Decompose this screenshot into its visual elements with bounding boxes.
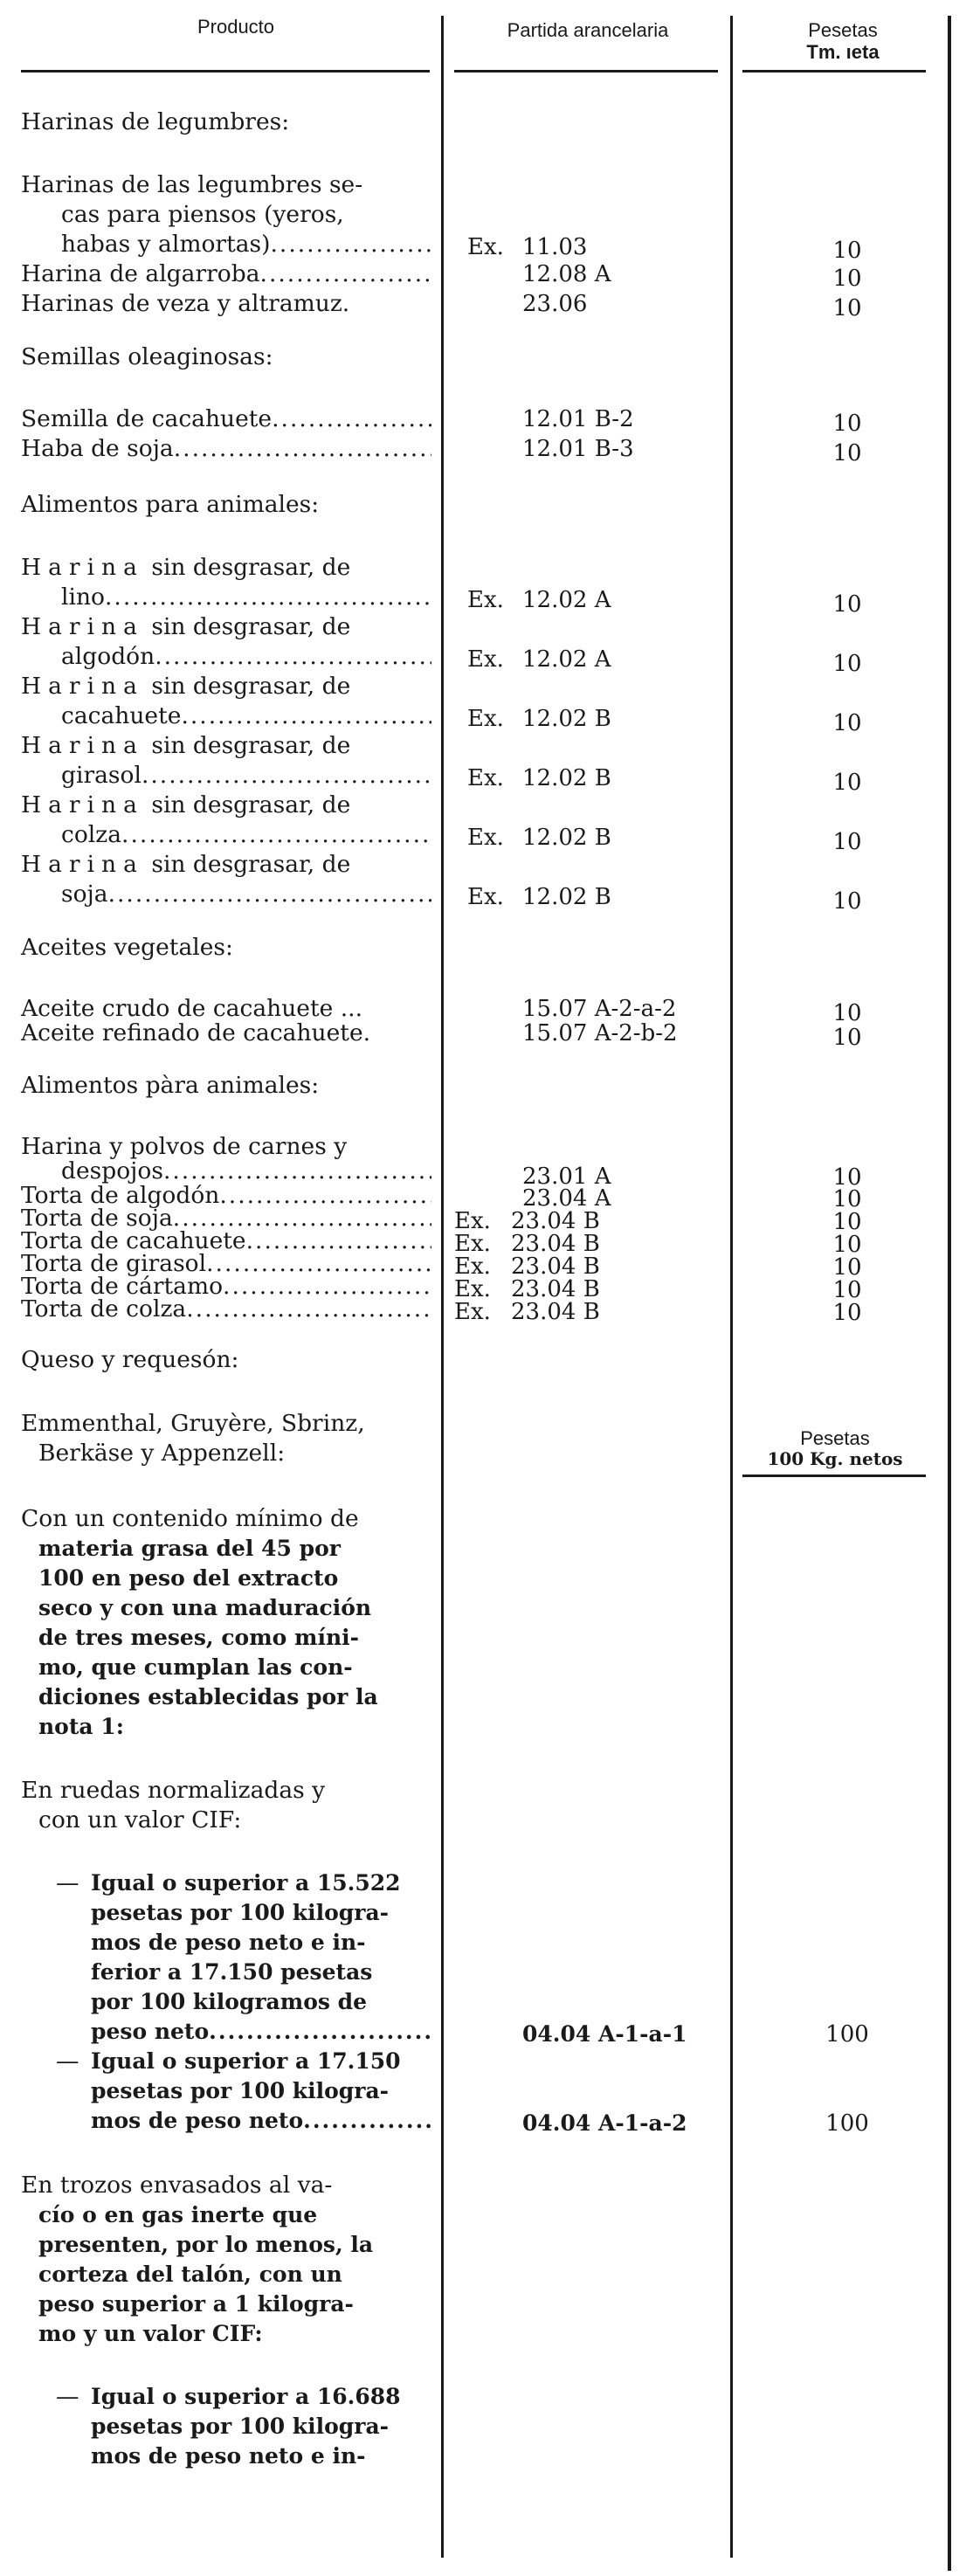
subheader-underline [742, 1474, 926, 1477]
header-underline-producto [21, 70, 430, 73]
tariff-code: 12.02 B [522, 884, 611, 910]
row-text [61, 230, 431, 259]
value-cell: 10 [832, 1300, 862, 1326]
leader-dots [108, 880, 431, 909]
leader-dots [303, 2106, 431, 2136]
row-text [21, 1295, 431, 1324]
dash-marker: — [56, 1869, 79, 1896]
harina-spaced: Harina [21, 791, 144, 818]
ex-marker: Ex. [467, 765, 504, 791]
value-cell: 10 [832, 1025, 862, 1051]
leader-dots [186, 1295, 431, 1324]
row-text [21, 672, 431, 701]
row-label: girasol [61, 762, 141, 789]
row-text: corteza del talón, con un [38, 2262, 342, 2287]
row-text: Harinas de veza y altramuz. [21, 290, 350, 317]
row-label: algodón [61, 643, 155, 670]
row-label: lino [61, 584, 105, 611]
dash-marker: — [56, 2048, 79, 2075]
tariff-code: 12.01 B-3 [522, 436, 634, 462]
section-heading: Semillas oleaginosas: [21, 343, 273, 370]
row-text: mos de peso neto e in- [91, 1930, 366, 1955]
leader-dots [181, 701, 431, 731]
value-cell: 10 [832, 295, 862, 321]
harina-spaced: Harina [21, 613, 144, 640]
row-text: materia grasa del 45 por [38, 1536, 341, 1561]
row-label: mos de peso neto [91, 2108, 304, 2133]
row-text [61, 583, 431, 612]
row-text: 100 en peso del extracto [38, 1565, 339, 1591]
header-underline-partida [454, 70, 718, 73]
leader-dots [174, 434, 431, 464]
row-text-rest: sin desgrasar, de [151, 554, 351, 581]
ex-marker: Ex. [454, 1299, 491, 1325]
row-text [21, 850, 431, 880]
row-text: Berkäse y Appenzell: [38, 1440, 286, 1467]
header-producto: Producto [197, 16, 275, 38]
row-label: Torta de soja [21, 1205, 173, 1232]
column-rule-middle [730, 16, 733, 2558]
tariff-code: 23.04 B [511, 1276, 600, 1302]
subheader-100kg-netos: 100 Kg. netos [767, 1448, 903, 1469]
section-heading: Harinas de legumbres: [21, 108, 290, 135]
row-text [61, 880, 431, 909]
value-cell: 100 [825, 2110, 869, 2137]
ex-marker: Ex. [467, 587, 504, 613]
value-cell: 10 [832, 888, 862, 915]
row-text-rest: sin desgrasar, de [151, 613, 351, 640]
row-text: En ruedas normalizadas y [21, 1777, 326, 1804]
row-text [21, 434, 431, 464]
row-label: soja [61, 881, 108, 908]
header-pesetas: Pesetas [808, 19, 878, 41]
row-text: de tres meses, como míni- [38, 1625, 360, 1650]
tariff-code: 12.02 A [522, 587, 611, 613]
row-text: nota 1: [38, 1714, 124, 1739]
row-text: Igual o superior a 17.150 [91, 2048, 401, 2074]
tariff-code: 12.02 B [522, 765, 611, 791]
row-text [91, 2017, 431, 2047]
row-text: mo y un valor CIF: [38, 2321, 263, 2346]
harina-spaced: Harina [21, 673, 144, 700]
row-label: habas y almortas) [61, 231, 271, 258]
ex-marker: Ex. [467, 884, 504, 910]
section-heading: Queso y requesón: [21, 1346, 239, 1373]
header-partida: Partida arancelaria [507, 19, 669, 41]
row-text-rest: sin desgrasar, de [151, 791, 351, 818]
row-label: Torta de cártamo [21, 1273, 224, 1300]
tariff-code: 15.07 A-2-a-2 [522, 996, 677, 1022]
ex-marker: Ex. [454, 1253, 491, 1280]
row-text [91, 2106, 431, 2136]
row-text [61, 642, 431, 672]
row-text: mos de peso neto e in- [91, 2443, 366, 2469]
row-label: peso neto [91, 2019, 210, 2044]
row-text: Aceite crudo de cacahuete ... [21, 995, 363, 1022]
row-text: Harina y polvos de carnes y [21, 1133, 348, 1160]
row-label: cacahuete [61, 702, 182, 729]
ex-marker: Ex. [454, 1231, 491, 1257]
row-label: despojos [61, 1157, 163, 1184]
row-label: colza [61, 821, 122, 848]
column-rule-right [948, 16, 951, 2571]
value-cell: 10 [832, 591, 862, 618]
tariff-code: 11.03 [522, 234, 588, 260]
row-text: Igual o superior a 16.688 [91, 2384, 401, 2409]
row-text: con un valor CIF: [38, 1806, 242, 1834]
value-cell: 10 [832, 710, 862, 736]
row-text-rest: sin desgrasar, de [151, 851, 351, 878]
row-text [61, 701, 431, 731]
row-text: cío o en gas inerte que [38, 2202, 318, 2227]
leader-dots [270, 230, 431, 259]
tariff-code: 23.04 A [522, 1185, 611, 1212]
value-cell: 100 [825, 2021, 869, 2048]
row-text: por 100 kilogramos de [91, 1989, 368, 2014]
header-tm-neta: Tm. ıeta [806, 41, 880, 63]
ex-marker: Ex. [454, 1208, 491, 1234]
row-label: Haba de soja [21, 435, 174, 462]
tariff-code: 12.08 A [522, 261, 611, 287]
tariff-code: 23.04 B [511, 1208, 600, 1234]
row-text: En trozos envasados al va- [21, 2172, 333, 2199]
value-cell: 10 [832, 1277, 862, 1303]
harina-spaced: Harina [21, 732, 144, 759]
row-text: presenten, por lo menos, la [38, 2232, 374, 2257]
row-text-rest: sin desgrasar, de [151, 732, 351, 759]
leader-dots [272, 404, 431, 434]
subheader-pesetas: Pesetas [800, 1427, 870, 1449]
row-text: Igual o superior a 15.522 [91, 1870, 401, 1896]
row-text: Emmenthal, Gruyère, Sbrinz, [21, 1410, 365, 1437]
row-label: Semilla de cacahuete [21, 405, 273, 432]
tariff-code: 12.02 B [522, 825, 611, 851]
tariff-code: 15.07 A-2-b-2 [522, 1020, 678, 1046]
harina-spaced: Harina [21, 554, 144, 581]
row-text: peso superior a 1 kilogra- [38, 2291, 354, 2317]
section-heading: Alimentos para animales: [21, 491, 320, 518]
harina-spaced: Harina [21, 851, 144, 878]
tariff-code: 12.01 B-2 [522, 406, 634, 432]
row-text: mo, que cumplan las con- [38, 1654, 353, 1680]
row-label: Torta de cacahuete [21, 1227, 246, 1254]
row-text [21, 731, 431, 761]
row-text: Harinas de las legumbres se- [21, 171, 363, 198]
tariff-code: 23.04 B [511, 1253, 600, 1280]
value-cell: 10 [832, 1186, 862, 1212]
row-text [21, 791, 431, 820]
row-text [61, 761, 431, 791]
tariff-code: 04.04 A-1-a-1 [522, 2021, 687, 2047]
column-rule-left [441, 16, 444, 2558]
section-heading: Alimentos pàra animales: [21, 1072, 320, 1099]
value-cell: 10 [832, 1254, 862, 1281]
value-cell: 10 [832, 411, 862, 437]
row-text: pesetas por 100 kilogra- [91, 1900, 390, 1925]
row-text: pesetas por 100 kilogra- [91, 2078, 390, 2103]
ex-marker: Ex. [467, 825, 504, 851]
row-text: ferior a 17.150 pesetas [91, 1959, 373, 1985]
value-cell: 10 [832, 266, 862, 292]
row-text: Con un contenido mínimo de [21, 1505, 359, 1532]
row-text [21, 404, 431, 434]
row-text-rest: sin desgrasar, de [151, 673, 351, 700]
value-cell: 10 [832, 440, 862, 466]
tariff-code: 12.02 B [522, 706, 611, 732]
leader-dots [141, 761, 431, 791]
tariff-code: 04.04 A-1-a-2 [522, 2110, 687, 2136]
ex-marker: Ex. [467, 706, 504, 732]
row-text [21, 553, 431, 583]
row-label: Torta de algodón [21, 1182, 220, 1209]
tariff-code: 23.01 A [522, 1164, 611, 1190]
value-cell: 10 [832, 1209, 862, 1235]
leader-dots [260, 259, 431, 289]
tariff-code: 23.06 [522, 291, 588, 317]
row-text: diciones establecidas por la [38, 1684, 378, 1709]
value-cell: 10 [832, 829, 862, 855]
row-text [21, 259, 431, 289]
leader-dots [105, 583, 431, 612]
leader-dots [209, 2017, 431, 2047]
leader-dots [121, 820, 431, 850]
tariff-code: 23.04 B [511, 1299, 600, 1325]
row-text: cas para piensos (yeros, [61, 201, 344, 228]
ex-marker: Ex. [467, 646, 504, 673]
row-text [21, 612, 431, 642]
value-cell: 10 [832, 1000, 862, 1026]
value-cell: 10 [832, 770, 862, 796]
section-heading: Aceites vegetales: [21, 934, 233, 961]
row-label: Torta de girasol [21, 1250, 207, 1277]
row-text: Aceite refinado de cacahuete. [21, 1019, 371, 1046]
ex-marker: Ex. [454, 1276, 491, 1302]
row-label: Harina de algarroba [21, 260, 260, 287]
ex-marker: Ex. [467, 234, 504, 260]
row-text: seco y con una maduración [38, 1595, 372, 1620]
value-cell: 10 [832, 1164, 862, 1191]
value-cell: 10 [832, 1232, 862, 1258]
row-text: pesetas por 100 kilogra- [91, 2414, 390, 2439]
row-label: Torta de colza [21, 1295, 187, 1323]
row-text [61, 820, 431, 850]
tariff-code: 12.02 A [522, 646, 611, 673]
header-underline-pesetas [742, 70, 926, 73]
value-cell: 10 [832, 238, 862, 264]
tariff-code: 23.04 B [511, 1231, 600, 1257]
leader-dots [155, 642, 431, 672]
dash-marker: — [56, 2383, 79, 2410]
value-cell: 10 [832, 651, 862, 677]
